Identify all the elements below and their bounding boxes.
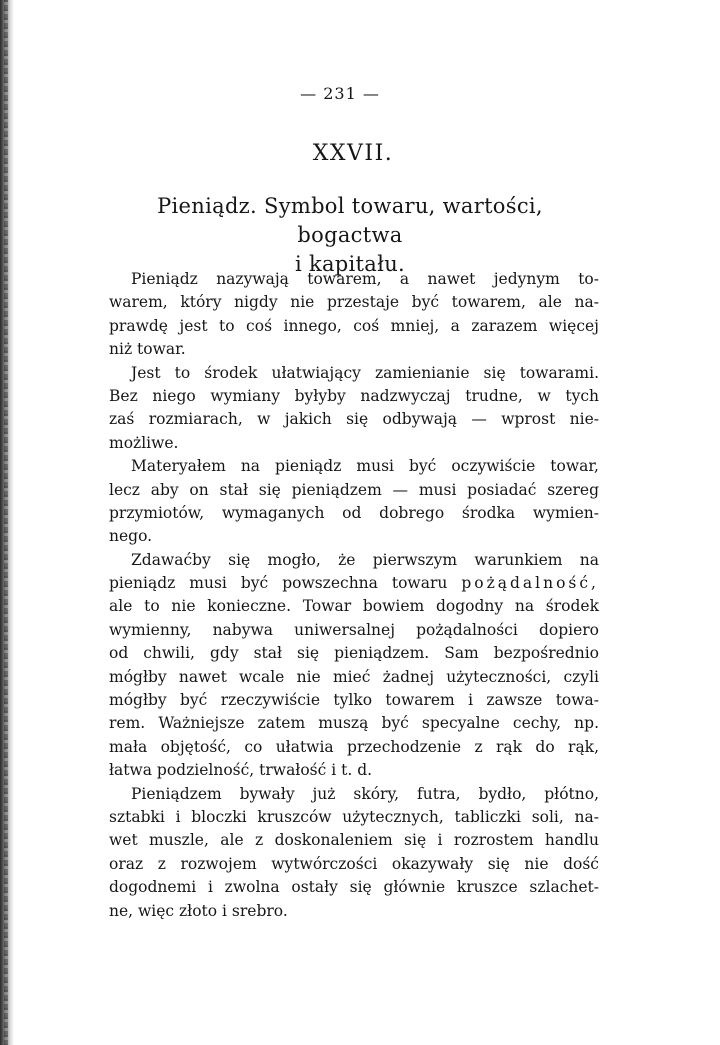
text-line: Bez niego wymiany byłyby nadzwyczaj trudne, w tych bbox=[109, 386, 599, 405]
text-line: możliwe. bbox=[109, 433, 179, 452]
text-line: lecz aby on stał się pieniądzem — musi posiadać szereg bbox=[109, 480, 599, 499]
page-number: — 231 — bbox=[300, 84, 380, 103]
text-line-with-emphasis bbox=[109, 572, 599, 595]
paragraph bbox=[109, 268, 599, 362]
spaced-emphasis: pożądalność, bbox=[461, 574, 599, 593]
text-line: mała objętość, co ułatwia przechodzenie z rąk do rąk, bbox=[109, 737, 599, 756]
chapter-title-line-2: i kapitału. bbox=[294, 252, 406, 276]
text-line: przymiotów, wymaganych od dobrego środka wymien- bbox=[109, 503, 599, 522]
chapter-title-line-1: Pieniądz. Symbol towaru, wartości, bogactwa bbox=[157, 194, 543, 247]
text-line: warem, który nigdy nie przestaje być towarem, ale na- bbox=[109, 293, 599, 312]
text-line: zaś rozmiarach, w jakich się odbywają — wprost nie- bbox=[109, 410, 599, 429]
text-line: Materyałem na pieniądz musi być oczywiście towar, bbox=[131, 457, 599, 476]
paragraph bbox=[109, 783, 599, 923]
text-line: łatwa podzielność, trwałość i t. d. bbox=[109, 761, 373, 780]
text-line: Pieniądzem bywały już skóry, futra, bydło, płótno, bbox=[131, 784, 599, 803]
chapter-number: XXVII. bbox=[312, 141, 394, 166]
text-line: mógłby nawet wcale nie mieć żadnej użyteczności, czyli bbox=[109, 667, 599, 686]
text-line: wet muszle, ale z doskonaleniem się i rozrostem handlu bbox=[109, 831, 599, 850]
paragraph bbox=[109, 362, 599, 456]
text-fragment: pieniądz musi być powszechna towaru bbox=[109, 574, 448, 593]
text-line: rem. Ważniejsze zatem muszą być specyalne cechy, np. bbox=[109, 714, 599, 733]
paragraph bbox=[109, 455, 599, 549]
text-line: ne, więc złoto i srebro. bbox=[109, 901, 288, 920]
text-line: od chwili, gdy stał się pieniądzem. Sam bezpośrednio bbox=[109, 644, 599, 663]
text-line: sztabki i bloczki kruszców użytecznych, tabliczki soli, na- bbox=[109, 807, 599, 826]
text-line: Pieniądz nazywają towarem, a nawet jedynym to- bbox=[131, 270, 599, 288]
text-line: ale to nie konieczne. Towar bowiem dogodny na środek bbox=[109, 597, 599, 616]
chapter-title bbox=[110, 192, 590, 279]
text-line: dogodnemi i zwolna ostały się głównie kruszce szlachet- bbox=[109, 878, 599, 897]
text-line: Jest to środek ułatwiający zamienianie się towarami. bbox=[131, 363, 599, 382]
text-line: nego. bbox=[109, 527, 153, 546]
body-text bbox=[109, 268, 599, 923]
paragraph bbox=[109, 549, 599, 783]
text-line: oraz z rozwojem wytwórczości okazywały się nie dość bbox=[109, 854, 599, 873]
text-line: wymienny, nabywa uniwersalnej pożądalności dopiero bbox=[109, 620, 599, 639]
text-line: Zdawaćby się mogło, że pierwszym warunkiem na bbox=[131, 550, 599, 569]
text-line: prawdę jest to coś innego, coś mniej, a zarazem więcej bbox=[109, 316, 599, 335]
text-line: mógłby być rzeczywiście tylko towarem i zawsze towa- bbox=[109, 691, 599, 710]
text-line: niż towar. bbox=[109, 340, 186, 359]
